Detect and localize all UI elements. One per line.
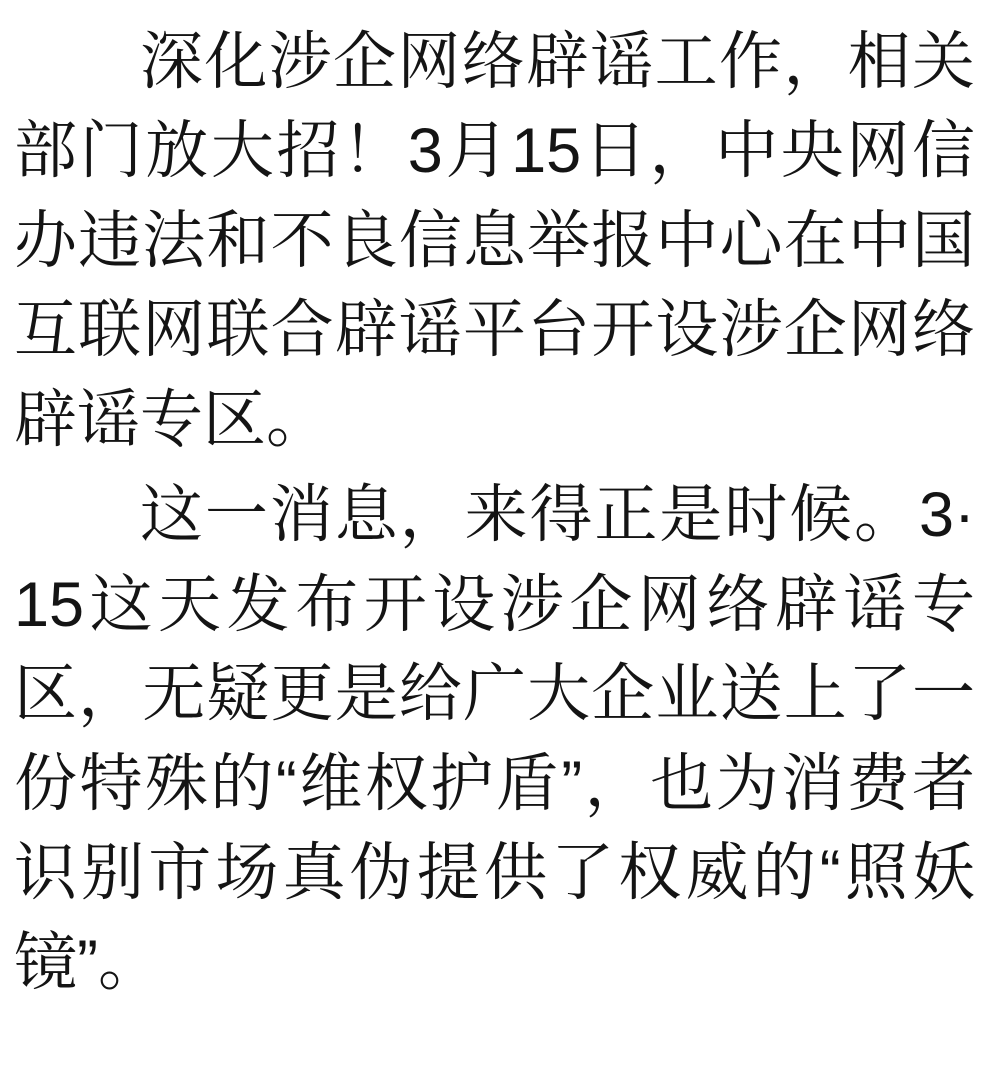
paragraph-1: 深化涉企网络辟谣工作，相关部门放大招！3月15日，中央网信办违法和不良信息举报中心在中国互联网联合辟谣平台开设涉企网络辟谣专区。 [14,27,975,455]
paragraph-2: 这一消息，来得正是时候。3·15这天发布开设涉企网络辟谣专区，无疑更是给广大企业送上了一份特殊的“维权护盾”，也为消费者识别市场真伪提供了权威的“照妖镜”。 [14,480,975,998]
